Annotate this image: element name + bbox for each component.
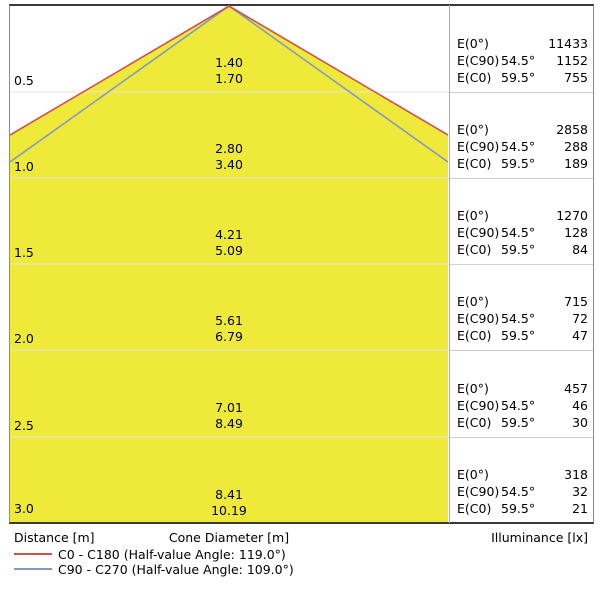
diameter-c0: 8.49 <box>215 416 243 431</box>
e0-label: E(0°) <box>457 381 489 396</box>
c90-angle: 54.5° <box>501 139 536 154</box>
illuminance-block <box>457 380 588 431</box>
ec90-label: E(C90) <box>457 139 500 154</box>
c90-angle: 54.5° <box>501 311 536 326</box>
e0-label: E(0°) <box>457 208 489 223</box>
c90-angle: 54.5° <box>501 484 536 499</box>
cone-diameter-values <box>129 313 329 345</box>
c0-angle: 59.5° <box>501 242 536 257</box>
e0-value: 457 <box>564 381 588 396</box>
distance-axis-label: Distance [m] <box>14 530 95 545</box>
illuminance-block <box>457 121 588 172</box>
ec90-value: 1152 <box>556 53 588 68</box>
ec0-label: E(C0) <box>457 242 492 257</box>
ec0-value: 84 <box>572 242 588 257</box>
ec90-value: 32 <box>572 484 588 499</box>
distance-tick: 1.0 <box>14 159 34 174</box>
illuminance-block <box>457 293 588 344</box>
ec90-label: E(C90) <box>457 398 500 413</box>
cone-diameter-values <box>129 141 329 173</box>
row-separator <box>450 178 593 179</box>
e0-value: 715 <box>564 294 588 309</box>
c0-line-swatch-icon <box>14 553 52 555</box>
diameter-c90: 7.01 <box>215 400 243 415</box>
diameter-c90: 5.61 <box>215 313 243 328</box>
row-separator <box>450 264 593 265</box>
ec90-value: 72 <box>572 311 588 326</box>
distance-tick: 2.0 <box>14 331 34 346</box>
c0-angle: 59.5° <box>501 156 536 171</box>
ec0-label: E(C0) <box>457 328 492 343</box>
cone-diameter-axis-label: Cone Diameter [m] <box>168 530 290 545</box>
ec0-label: E(C0) <box>457 501 492 516</box>
ec0-label: E(C0) <box>457 156 492 171</box>
ec90-label: E(C90) <box>457 225 500 240</box>
ec90-label: E(C90) <box>457 53 500 68</box>
diameter-c90: 4.21 <box>215 227 243 242</box>
c0-angle: 59.5° <box>501 501 536 516</box>
c0-angle: 59.5° <box>501 328 536 343</box>
distance-tick: 2.5 <box>14 418 34 433</box>
ec0-value: 30 <box>572 415 588 430</box>
ec90-value: 128 <box>564 225 588 240</box>
c0-angle: 59.5° <box>501 70 536 85</box>
diameter-c0: 10.19 <box>211 503 247 518</box>
diameter-c0: 5.09 <box>215 243 243 258</box>
e0-value: 318 <box>564 467 588 482</box>
distance-tick: 1.5 <box>14 245 34 260</box>
c90-angle: 54.5° <box>501 225 536 240</box>
diameter-c90: 1.40 <box>215 55 243 70</box>
ec90-label: E(C90) <box>457 484 500 499</box>
c0-angle: 59.5° <box>501 415 536 430</box>
diameter-c90: 2.80 <box>215 141 243 156</box>
c90-line-swatch-icon <box>14 568 52 570</box>
row-separator <box>450 92 593 93</box>
c90-angle: 54.5° <box>501 398 536 413</box>
e0-value: 11433 <box>548 36 588 51</box>
ec0-value: 21 <box>572 501 588 516</box>
e0-value: 1270 <box>556 208 588 223</box>
diameter-c0: 1.70 <box>215 71 243 86</box>
distance-tick: 3.0 <box>14 501 34 516</box>
ec0-value: 189 <box>564 156 588 171</box>
cone-diameter-values <box>129 400 329 432</box>
e0-label: E(0°) <box>457 294 489 309</box>
e0-value: 2858 <box>556 122 588 137</box>
cone-diameter-values <box>129 55 329 87</box>
row-separator <box>450 350 593 351</box>
legend-entry-c0 <box>14 547 286 562</box>
diameter-c0: 3.40 <box>215 157 243 172</box>
row-separator <box>450 437 593 438</box>
legend-c0-label: C0 - C180 (Half-value Angle: 119.0°) <box>58 547 286 562</box>
ec90-value: 288 <box>564 139 588 154</box>
e0-label: E(0°) <box>457 467 489 482</box>
distance-tick: 0.5 <box>14 73 34 88</box>
illuminance-axis-label: Illuminance [lx] <box>491 530 588 545</box>
e0-label: E(0°) <box>457 36 489 51</box>
illuminance-block <box>457 466 588 517</box>
ec90-value: 46 <box>572 398 588 413</box>
diameter-c0: 6.79 <box>215 329 243 344</box>
diameter-c90: 8.41 <box>215 487 243 502</box>
cone-diameter-values <box>129 227 329 259</box>
e0-label: E(0°) <box>457 122 489 137</box>
legend-c90-label: C90 - C270 (Half-value Angle: 109.0°) <box>58 562 294 577</box>
legend-entry-c90 <box>14 562 294 577</box>
cone-diameter-values <box>129 487 329 519</box>
c90-angle: 54.5° <box>501 53 536 68</box>
ec0-label: E(C0) <box>457 70 492 85</box>
illuminance-block <box>457 207 588 258</box>
ec90-label: E(C90) <box>457 311 500 326</box>
ec0-value: 47 <box>572 328 588 343</box>
ec0-value: 755 <box>564 70 588 85</box>
ec0-label: E(C0) <box>457 415 492 430</box>
illuminance-block <box>457 35 588 86</box>
